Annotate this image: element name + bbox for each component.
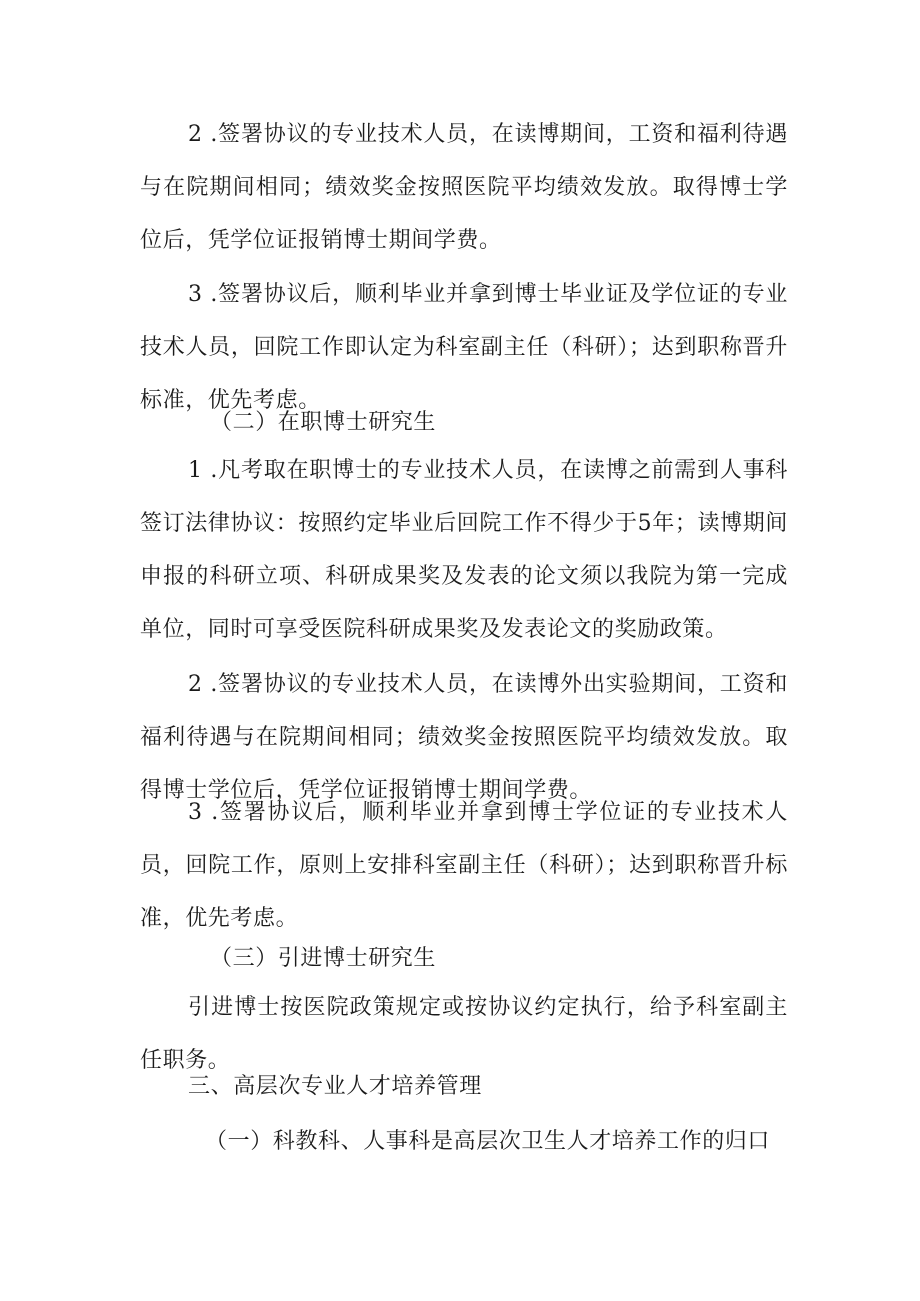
paragraph-in-service-agreement: 1 .凡考取在职博士的专业技术人员，在读博之前需到人事科签订法律协议：按照约定毕业后回院工作不得少于5年；读博期间申报的科研立项、科研成果奖及发表的论文须以我院为第一完成单位，同时可享受医院科研成果奖及发表论文的奖励政策。	[140, 458, 788, 642]
paragraph-introduced-doctoral: 引进博士按医院政策规定或按协议约定执行，给予科室副主任职务。	[140, 995, 788, 1073]
paragraph-management-department: （一）科教科、人事科是高层次卫生人才培养工作的归口	[205, 1129, 771, 1154]
paragraph-in-service-graduation: 3 .签署协议后，顺利毕业并拿到博士学位证的专业技术人员，回院工作，原则上安排科室副主任（科研）；达到职称晋升标准，优先考虑。	[140, 800, 788, 931]
paragraph-in-service-salary: 2 .签署协议的专业技术人员，在读博外出实验期间，工资和福利待遇与在院期间相同；绩效奖金按照医院平均绩效发放。取得博士学位后，凭学位证报销博士期间学费。	[140, 672, 788, 803]
paragraph-doctoral-salary: 2 .签署协议的专业技术人员，在读博期间，工资和福利待遇与在院期间相同；绩效奖金按照医院平均绩效发放。取得博士学位后，凭学位证报销博士期间学费。	[140, 122, 788, 253]
section-heading-introduced-doctoral: （三）引进博士研究生	[210, 946, 437, 971]
section-heading-talent-management: 三、高层次专业人才培养管理	[188, 1074, 482, 1099]
section-heading-in-service-doctoral: （二）在职博士研究生	[210, 410, 437, 435]
paragraph-doctoral-graduation: 3 .签署协议后，顺利毕业并拿到博士毕业证及学位证的专业技术人员，回院工作即认定为科室副主任（科研）；达到职称晋升标准，优先考虑。	[140, 282, 788, 413]
